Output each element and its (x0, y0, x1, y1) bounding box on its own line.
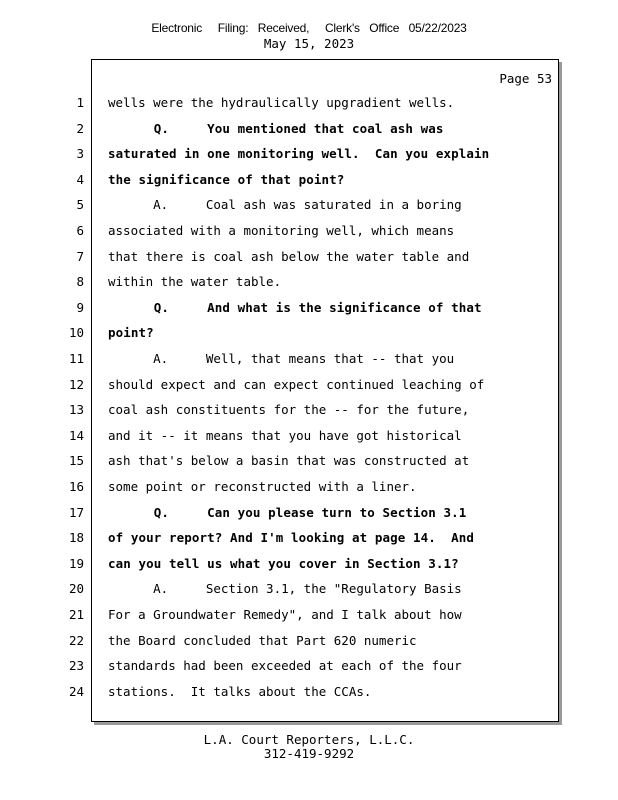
filing-stamp: Electronic Filing: Received, Clerk's Office 05/22/2023 (151, 21, 467, 35)
footer-company: L.A. Court Reporters, L.L.C. (203, 732, 415, 747)
question-text: Q. And what is the significance of that (108, 299, 482, 315)
answer-text: should expect and can expect continued leaching of (108, 376, 485, 392)
answer-text: ash that's below a basin that was constructed at (108, 453, 470, 469)
transcript-line (0, 479, 560, 504)
transcript-line (0, 530, 560, 555)
answer-text: A. Coal ash was saturated in a boring (108, 197, 462, 213)
line-number: 8 (76, 274, 84, 290)
transcript-line (0, 351, 560, 376)
transcript-line (0, 249, 560, 274)
question-text: Q. Can you please turn to Section 3.1 (108, 504, 467, 520)
question-text: of your report? And I'm looking at page 14. And (108, 530, 475, 546)
transcript-line (0, 172, 560, 197)
answer-text: For a Groundwater Remedy", and I talk about how (108, 607, 462, 622)
answer-text: the Board concluded that Part 620 numeric (108, 632, 417, 648)
answer-text: A. Well, that means that -- that you (108, 351, 455, 366)
transcript-line (0, 581, 560, 606)
transcript-line (0, 633, 560, 658)
line-number: 23 (68, 658, 84, 674)
transcript-line (0, 556, 560, 581)
line-number: 7 (76, 248, 84, 264)
line-number: 15 (68, 453, 84, 469)
transcript-line (0, 146, 560, 171)
line-number: 14 (68, 427, 84, 443)
line-number: 1 (76, 95, 84, 110)
transcript-line (0, 325, 560, 350)
answer-text: standards had been exceeded at each of the four (108, 658, 462, 674)
header-date: May 15, 2023 (263, 36, 355, 51)
line-number: 3 (76, 146, 84, 162)
line-number: 9 (76, 299, 84, 315)
question-text: Q. You mentioned that coal ash was (108, 120, 444, 136)
line-number: 4 (76, 171, 84, 187)
line-number: 2 (76, 120, 84, 136)
transcript-line (0, 684, 560, 709)
transcript-line (0, 197, 560, 222)
line-number: 5 (76, 197, 84, 213)
question-text: the significance of that point? (108, 171, 345, 187)
line-number: 13 (68, 402, 84, 418)
answer-text: stations. It talks about the CCAs. (108, 683, 372, 699)
transcript-line (0, 428, 560, 453)
answer-text: A. Section 3.1, the "Regulatory Basis (108, 581, 462, 597)
transcript-line (0, 607, 560, 632)
line-number: 20 (68, 581, 84, 597)
footer-phone: 312-419-9292 (263, 746, 355, 761)
line-number: 18 (68, 530, 84, 546)
transcript-line (0, 505, 560, 530)
line-number: 24 (68, 683, 84, 699)
transcript-line (0, 95, 560, 120)
answer-text: wells were the hydraulically upgradient wells. (108, 95, 455, 110)
line-number: 17 (68, 504, 84, 520)
answer-text: within the water table. (108, 274, 282, 290)
line-number: 22 (68, 632, 84, 648)
line-number: 19 (68, 555, 84, 571)
line-number: 21 (68, 607, 84, 622)
answer-text: coal ash constituents for the -- for the future, (108, 402, 470, 418)
page-number: Page 53 (499, 71, 552, 86)
line-number: 12 (68, 376, 84, 392)
line-number: 16 (68, 479, 84, 494)
question-text: point? (108, 325, 154, 341)
transcript-line (0, 223, 560, 248)
answer-text: associated with a monitoring well, which means (108, 223, 455, 238)
answer-text: that there is coal ash below the water table and (108, 248, 470, 264)
transcript-line (0, 658, 560, 683)
line-number: 6 (76, 223, 84, 238)
transcript-line (0, 402, 560, 427)
question-text: saturated in one monitoring well. Can you explain (108, 146, 490, 162)
question-text: can you tell us what you cover in Section 3.1? (108, 555, 459, 571)
line-number: 11 (68, 351, 84, 366)
answer-text: and it -- it means that you have got historical (108, 427, 462, 443)
transcript-line (0, 453, 560, 478)
transcript-line (0, 377, 560, 402)
transcript-line (0, 274, 560, 299)
answer-text: some point or reconstructed with a liner. (108, 479, 417, 494)
transcript-line (0, 300, 560, 325)
line-number: 10 (68, 325, 84, 341)
transcript-line (0, 121, 560, 146)
